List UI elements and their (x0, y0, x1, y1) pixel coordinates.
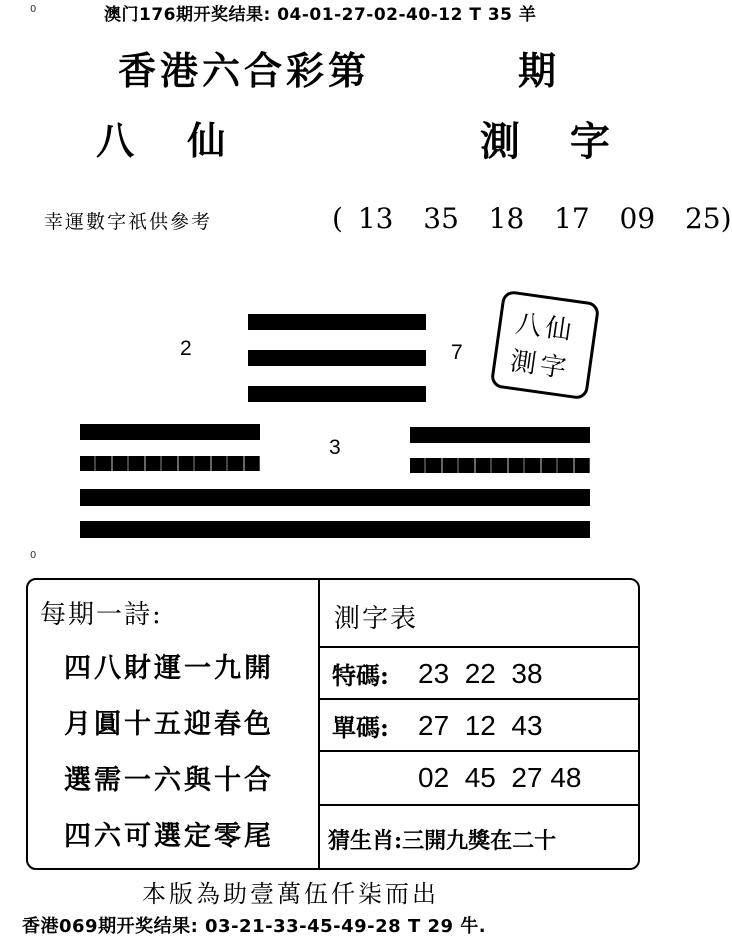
hexagram-bar (248, 314, 426, 330)
title-period-char: 期 (518, 48, 557, 93)
table-rule (319, 646, 638, 648)
table-heading: 測字表 (334, 604, 419, 634)
corner-mark-top: 0 (30, 4, 37, 15)
row-values-single: 27 12 43 (418, 710, 543, 741)
table-rule (319, 698, 638, 700)
lucky-label: 幸運數字祇供參考 (44, 211, 213, 233)
table-rule (319, 750, 638, 752)
hexagram-number-left: 2 (180, 337, 192, 360)
hexagram-bar (80, 456, 260, 471)
poem-line: 選需一六與十合 (64, 765, 274, 796)
zodiac-guess: 猜生肖:三開九獎在二十 (328, 828, 557, 854)
table-rule (319, 804, 638, 806)
top-result-line: 澳门176期开奖结果: 04-01-27-02-40-12 T 35 羊 (104, 5, 537, 25)
poem-heading: 每期一詩: (40, 600, 163, 630)
poem-line: 四六可選定零尾 (64, 821, 274, 852)
page-title: 香港六合彩第 (118, 48, 371, 93)
poem-line: 月圓十五迎春色 (64, 709, 274, 740)
row-label-special: 特碼: (332, 661, 389, 690)
hexagram-bar (80, 521, 590, 538)
hexagram-bar (80, 489, 590, 506)
row-label-single: 單碼: (332, 713, 389, 742)
hexagram-bar (410, 427, 590, 443)
row-values-special: 23 22 38 (418, 658, 543, 689)
panel-divider (318, 580, 320, 868)
hexagram-bar (410, 458, 590, 473)
brand-left: 八 仙 (96, 118, 246, 163)
brand-right: 測 字 (480, 118, 628, 165)
lucky-numbers: ( 13 35 18 17 09 25) (332, 202, 732, 235)
brand-stamp (490, 290, 601, 401)
hexagram-number-center: 3 (329, 436, 341, 459)
poem-line: 四八財運一九開 (64, 653, 274, 684)
corner-mark-middle: 0 (30, 550, 37, 561)
info-panel (26, 578, 640, 870)
row-values-extra: 02 45 27 48 (418, 762, 582, 793)
stamp-line-2: 測字 (508, 346, 572, 385)
stamp-line-1: 八仙 (513, 308, 578, 347)
hexagram-bar (248, 350, 426, 366)
hexagram-bar (248, 386, 426, 402)
hexagram-number-right: 7 (451, 341, 463, 364)
footer-note: 本版為助壹萬伍仟柒而出 (142, 880, 439, 908)
hexagram-bar (80, 424, 260, 440)
bottom-result-line: 香港069期开奖结果: 03-21-33-45-49-28 T 29 牛. (22, 916, 487, 937)
